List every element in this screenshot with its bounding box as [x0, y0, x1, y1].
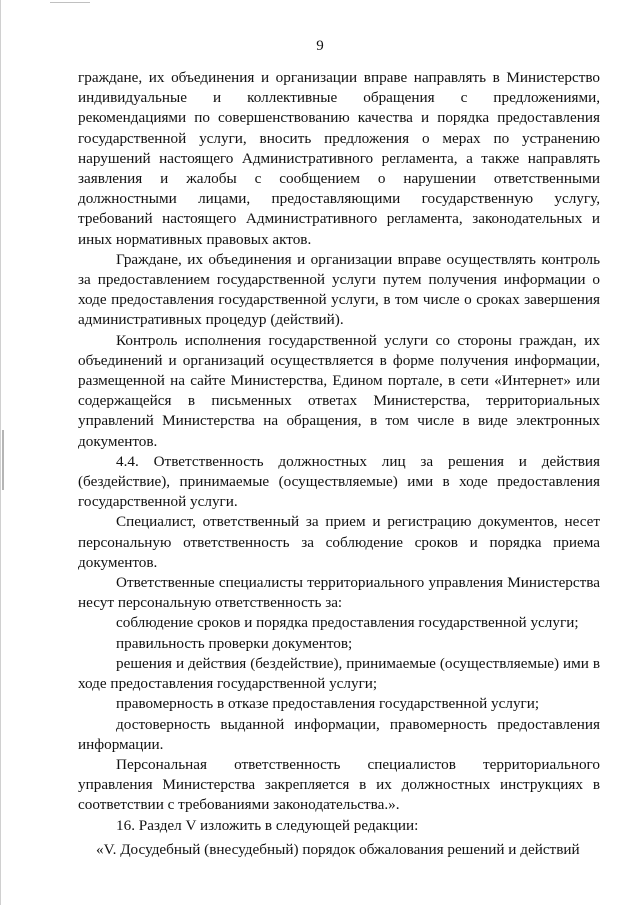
paragraph: правильность проверки документов;: [116, 634, 353, 652]
paragraph: правомерность в отказе предоставления государственной услуги;: [116, 695, 540, 713]
scan-edge-mark: [50, 2, 90, 3]
paragraph: 4.4. Ответственность должностных лиц за решения и действия (бездействие), принимаемые (осуществляемые) ими в ходе предоставления государственной услуги.: [78, 452, 600, 511]
paragraph: Контроль исполнения государственной услуги со стороны граждан, их объединений и организаций осуществляется в форме получения информации, размещенной на сайте Министерства, Едином портале, в сети «Интернет» или содержащейся в письменных ответах Министерства, территориальных управлений Министерства на обращения, в том числе в виде электронных документов.: [78, 331, 600, 450]
scan-edge-mark: [0, 0, 1, 905]
paragraph: граждане, их объединения и организации вправе направлять в Министерство индивидуальные и коллективные обращения с предложениями, рекомендациями по совершенствованию качества и порядка предоставления государственной услуги, вносить предложения о мерах по устранению нарушений настоящего Административного регламента, а также направлять заявления и жалобы с сообщением о нарушении ответственными должностными лицами, предоставляющими государственную услугу, требований настоящего Административного регламента, законодательных и иных нормативных правовых актов.: [78, 69, 600, 248]
paragraph: 16. Раздел V изложить в следующей редакции:: [116, 816, 419, 834]
scan-edge-mark: [2, 430, 4, 490]
document-body: [78, 68, 600, 860]
paragraph: Специалист, ответственный за прием и регистрацию документов, несет персональную ответственность за соблюдение сроков и порядка приема документов.: [78, 513, 600, 571]
page-number: 9: [316, 38, 324, 54]
section-heading: «V. Досудебный (внесудебный) порядок обжалования решений и действий: [96, 840, 580, 858]
paragraph: Граждане, их объединения и организации вправе осуществлять контроль за предоставлением государственной услуги путем получения информации о ходе предоставления государственной услуги, в том числе о сроках завершения административных процедур (действий).: [78, 250, 600, 329]
paragraph: Персональная ответственность специалистов территориального управления Министерства закрепляется в их должностных инструкциях в соответствии с требованиями законодательства.».: [78, 755, 600, 814]
paragraph: достоверность выданной информации, правомерность предоставления информации.: [78, 715, 600, 753]
paragraph: Ответственные специалисты территориального управления Министерства несут персональную ответственность за:: [78, 574, 600, 612]
paragraph: соблюдение сроков и порядка предоставления государственной услуги;: [116, 614, 579, 632]
paragraph: решения и действия (бездействие), принимаемые (осуществляемые) ими в ходе предоставления государственной услуги;: [78, 654, 600, 693]
